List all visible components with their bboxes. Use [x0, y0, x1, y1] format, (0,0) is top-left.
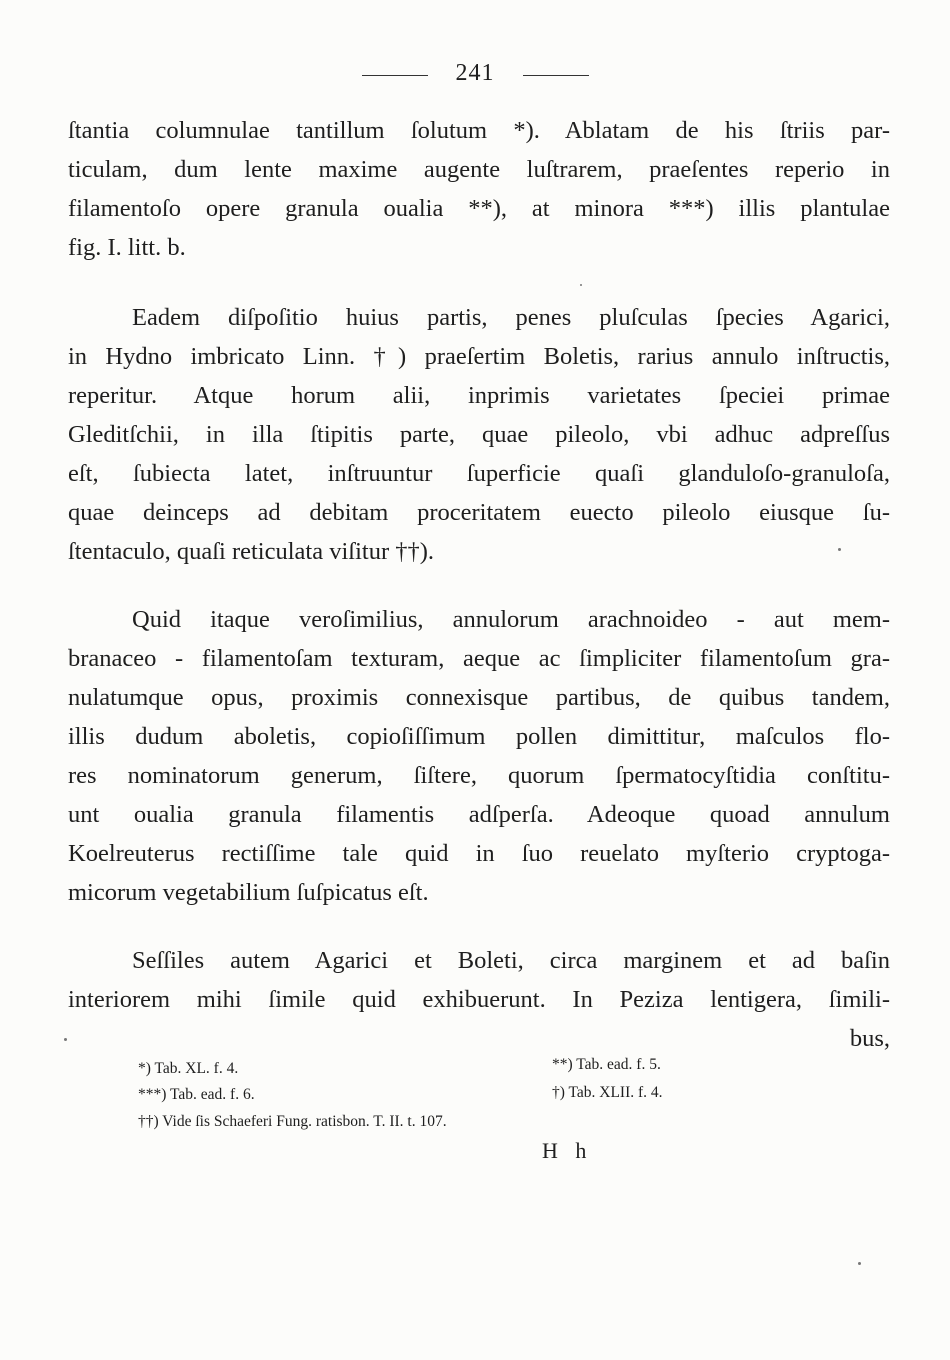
text-line: unt oualia granula filamentis adſperſa. Adeoque quoad annulum — [68, 801, 890, 828]
text-line: Seſſiles autem Agarici et Boleti, circa marginem et ad baſin — [132, 947, 890, 974]
text-line: in Hydno imbricato Linn. †) praeſertim Boletis, rarius annulo inſtructis, — [68, 343, 890, 370]
text-line: Gleditſchii, in illa ſtipitis parte, quae pileolo, vbi adhuc adpreſſus — [68, 421, 890, 448]
footnote: *) Tab. XL. f. 4. — [138, 1060, 239, 1077]
text-line: illis dudum aboletis, copioſiſſimum pollen dimittitur, maſculos flo- — [68, 723, 890, 750]
header-rule-right — [523, 75, 589, 76]
text-line: res nominatorum generum, ſiſtere, quorum ſpermatocyſtidia conſtitu- — [68, 762, 890, 789]
paper-speck — [580, 284, 582, 286]
page-header — [0, 60, 950, 87]
text-line: ſtentaculo, quaſi reticulata viſitur ††). — [68, 538, 435, 565]
text-line: Koelreuterus rectiſſime tale quid in ſuo reuelato myſterio cryptoga- — [68, 840, 890, 867]
signature-mark: H h — [542, 1138, 593, 1163]
text-line: reperitur. Atque horum alii, inprimis varietates ſpeciei primae — [68, 382, 890, 409]
text-line: ticulam, dum lente maxime augente luſtrarem, praeſentes reperio in — [68, 156, 890, 183]
text-line: eſt, ſubiecta latet, inſtruuntur ſuperficie quaſi glanduloſo-granuloſa, — [68, 460, 890, 487]
paragraph-1 — [68, 111, 890, 267]
paper-speck — [838, 548, 841, 551]
footnote: ††) Vide ſis Schaeferi Fung. ratisbon. T. II. t. 107. — [138, 1113, 447, 1130]
text-line: filamentoſo opere granula oualia **), at minora ***) illis plantulae — [68, 195, 890, 222]
catchword: bus, — [849, 1025, 890, 1052]
text-line: branaceo - filamentoſam texturam, aeque ac ſimpliciter filamentoſum gra- — [68, 645, 890, 672]
text-line: interiorem mihi ſimile quid exhibuerunt. In Peziza lentigera, ſimili- — [68, 986, 890, 1013]
page-number: 241 — [455, 60, 495, 86]
paper-speck — [858, 1262, 861, 1265]
text-line: ſtantia columnulae tantillum ſolutum *). Ablatam de his ſtriis par- — [68, 117, 890, 144]
footnote: ***) Tab. ead. f. 6. — [138, 1086, 255, 1103]
paragraph-3 — [68, 600, 890, 912]
footnote: **) Tab. ead. f. 5. — [552, 1056, 661, 1073]
paper-speck — [64, 1038, 67, 1041]
paragraph-4 — [68, 941, 890, 1058]
text-line: fig. I. litt. b. — [68, 234, 186, 261]
text-line: nulatumque opus, proximis connexisque partibus, de quibus tandem, — [68, 684, 890, 711]
header-rule-left — [362, 75, 428, 76]
text-line: Quid itaque veroſimilius, annulorum arachnoideo - aut mem- — [132, 606, 890, 633]
footnote: †) Tab. XLII. f. 4. — [552, 1084, 663, 1101]
text-line: micorum vegetabilium ſuſpicatus eſt. — [68, 879, 429, 906]
text-line: Eadem diſpoſitio huius partis, penes pluſculas ſpecies Agarici, — [132, 304, 890, 331]
text-line: quae deinceps ad debitam proceritatem euecto pileolo eiusque ſu- — [68, 499, 890, 526]
paragraph-2 — [68, 298, 890, 571]
